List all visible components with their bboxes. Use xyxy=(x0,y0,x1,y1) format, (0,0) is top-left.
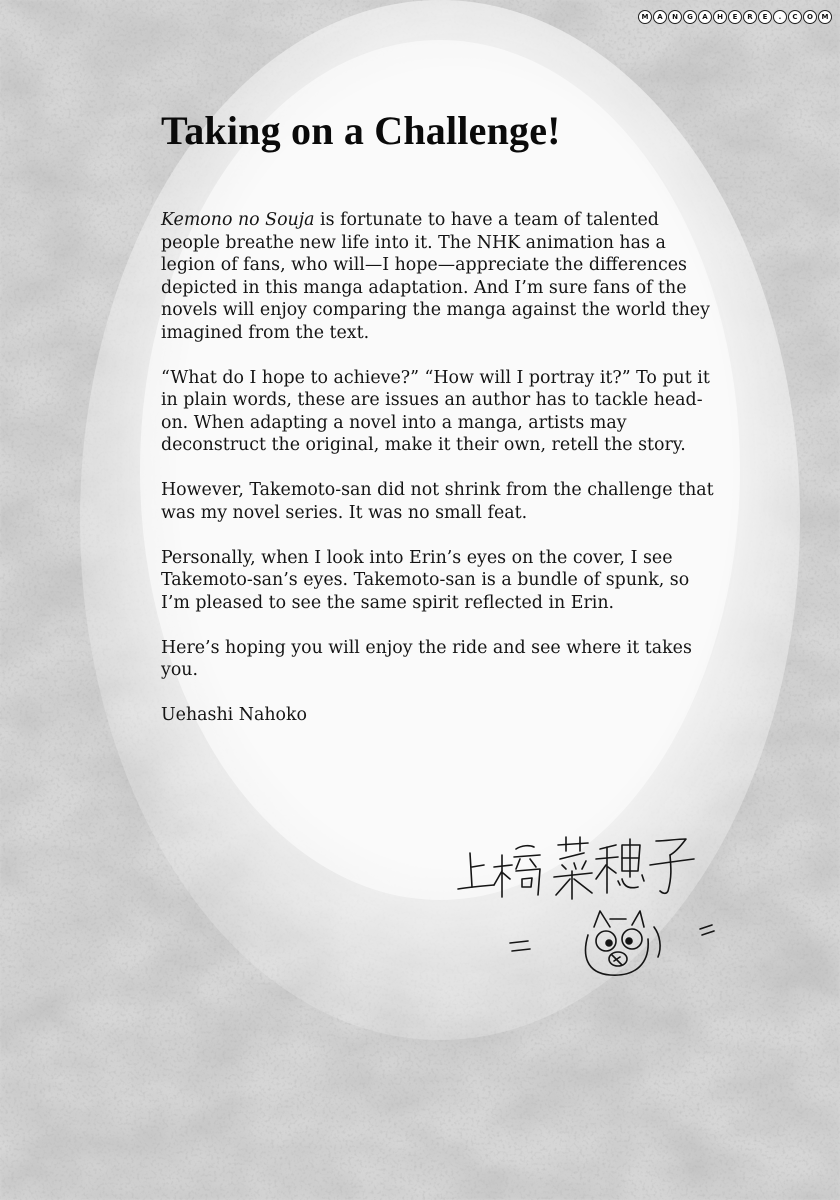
paragraph-2: “What do I hope to achieve?” “How will I portray it?” To put it in plain words, these are issues an author has to tackle head-on. When adapting a novel into a manga, artists may deconstruct the original, make it their own, retell the story. xyxy=(161,367,710,455)
watermark-letter: A xyxy=(698,10,712,24)
watermark-letter: O xyxy=(803,10,817,24)
watermark-letter: . xyxy=(773,10,787,24)
watermark-letter: R xyxy=(743,10,757,24)
signature-char-4 xyxy=(596,839,644,893)
signature-char-5 xyxy=(650,839,694,893)
paragraph-5: Here’s hoping you will enjoy the ride and see where it takes you. xyxy=(161,637,692,680)
watermark-badge xyxy=(638,10,832,24)
watermark-letter: E xyxy=(728,10,742,24)
paragraph-3: However, Takemoto-san did not shrink from the challenge that was my novel series. It was no small feat. xyxy=(161,480,714,523)
watermark-letter: H xyxy=(713,10,727,24)
cat-doodle-icon xyxy=(510,911,714,975)
signature-char-3 xyxy=(554,837,592,899)
watermark-letter: E xyxy=(758,10,772,24)
signature-char-2 xyxy=(494,846,540,897)
watermark-letter: G xyxy=(683,10,697,24)
signature-char-1 xyxy=(458,853,494,889)
watermark-letter: N xyxy=(668,10,682,24)
paragraph-4: Personally, when I look into Erin’s eyes on the cover, I see Takemoto-san’s eyes. Takemoto-san is a bundle of spunk, so I’m pleased to see the same spirit reflected in Erin. xyxy=(161,547,690,613)
paragraph-1 xyxy=(161,209,721,344)
paragraph-text: is fortunate to have a team of talented people breathe new life into it. The NHK animation has a legion of fans, who will—I hope—appreciate the differences depicted in this manga adaptation. And I’m sure fans of the novels will enjoy comparing the manga against the world they imagined from the text. xyxy=(161,210,710,343)
book-title: Kemono no Souja xyxy=(161,210,315,230)
article-body xyxy=(161,209,721,727)
watermark-letter: M xyxy=(638,10,652,24)
page-title: Taking on a Challenge! xyxy=(161,108,561,153)
author-name: Uehashi Nahoko xyxy=(161,705,307,725)
watermark-letter: M xyxy=(818,10,832,24)
watermark-letter: C xyxy=(788,10,802,24)
handwritten-signature xyxy=(450,815,730,980)
watermark-letter: A xyxy=(653,10,667,24)
afterword-content xyxy=(161,105,721,749)
